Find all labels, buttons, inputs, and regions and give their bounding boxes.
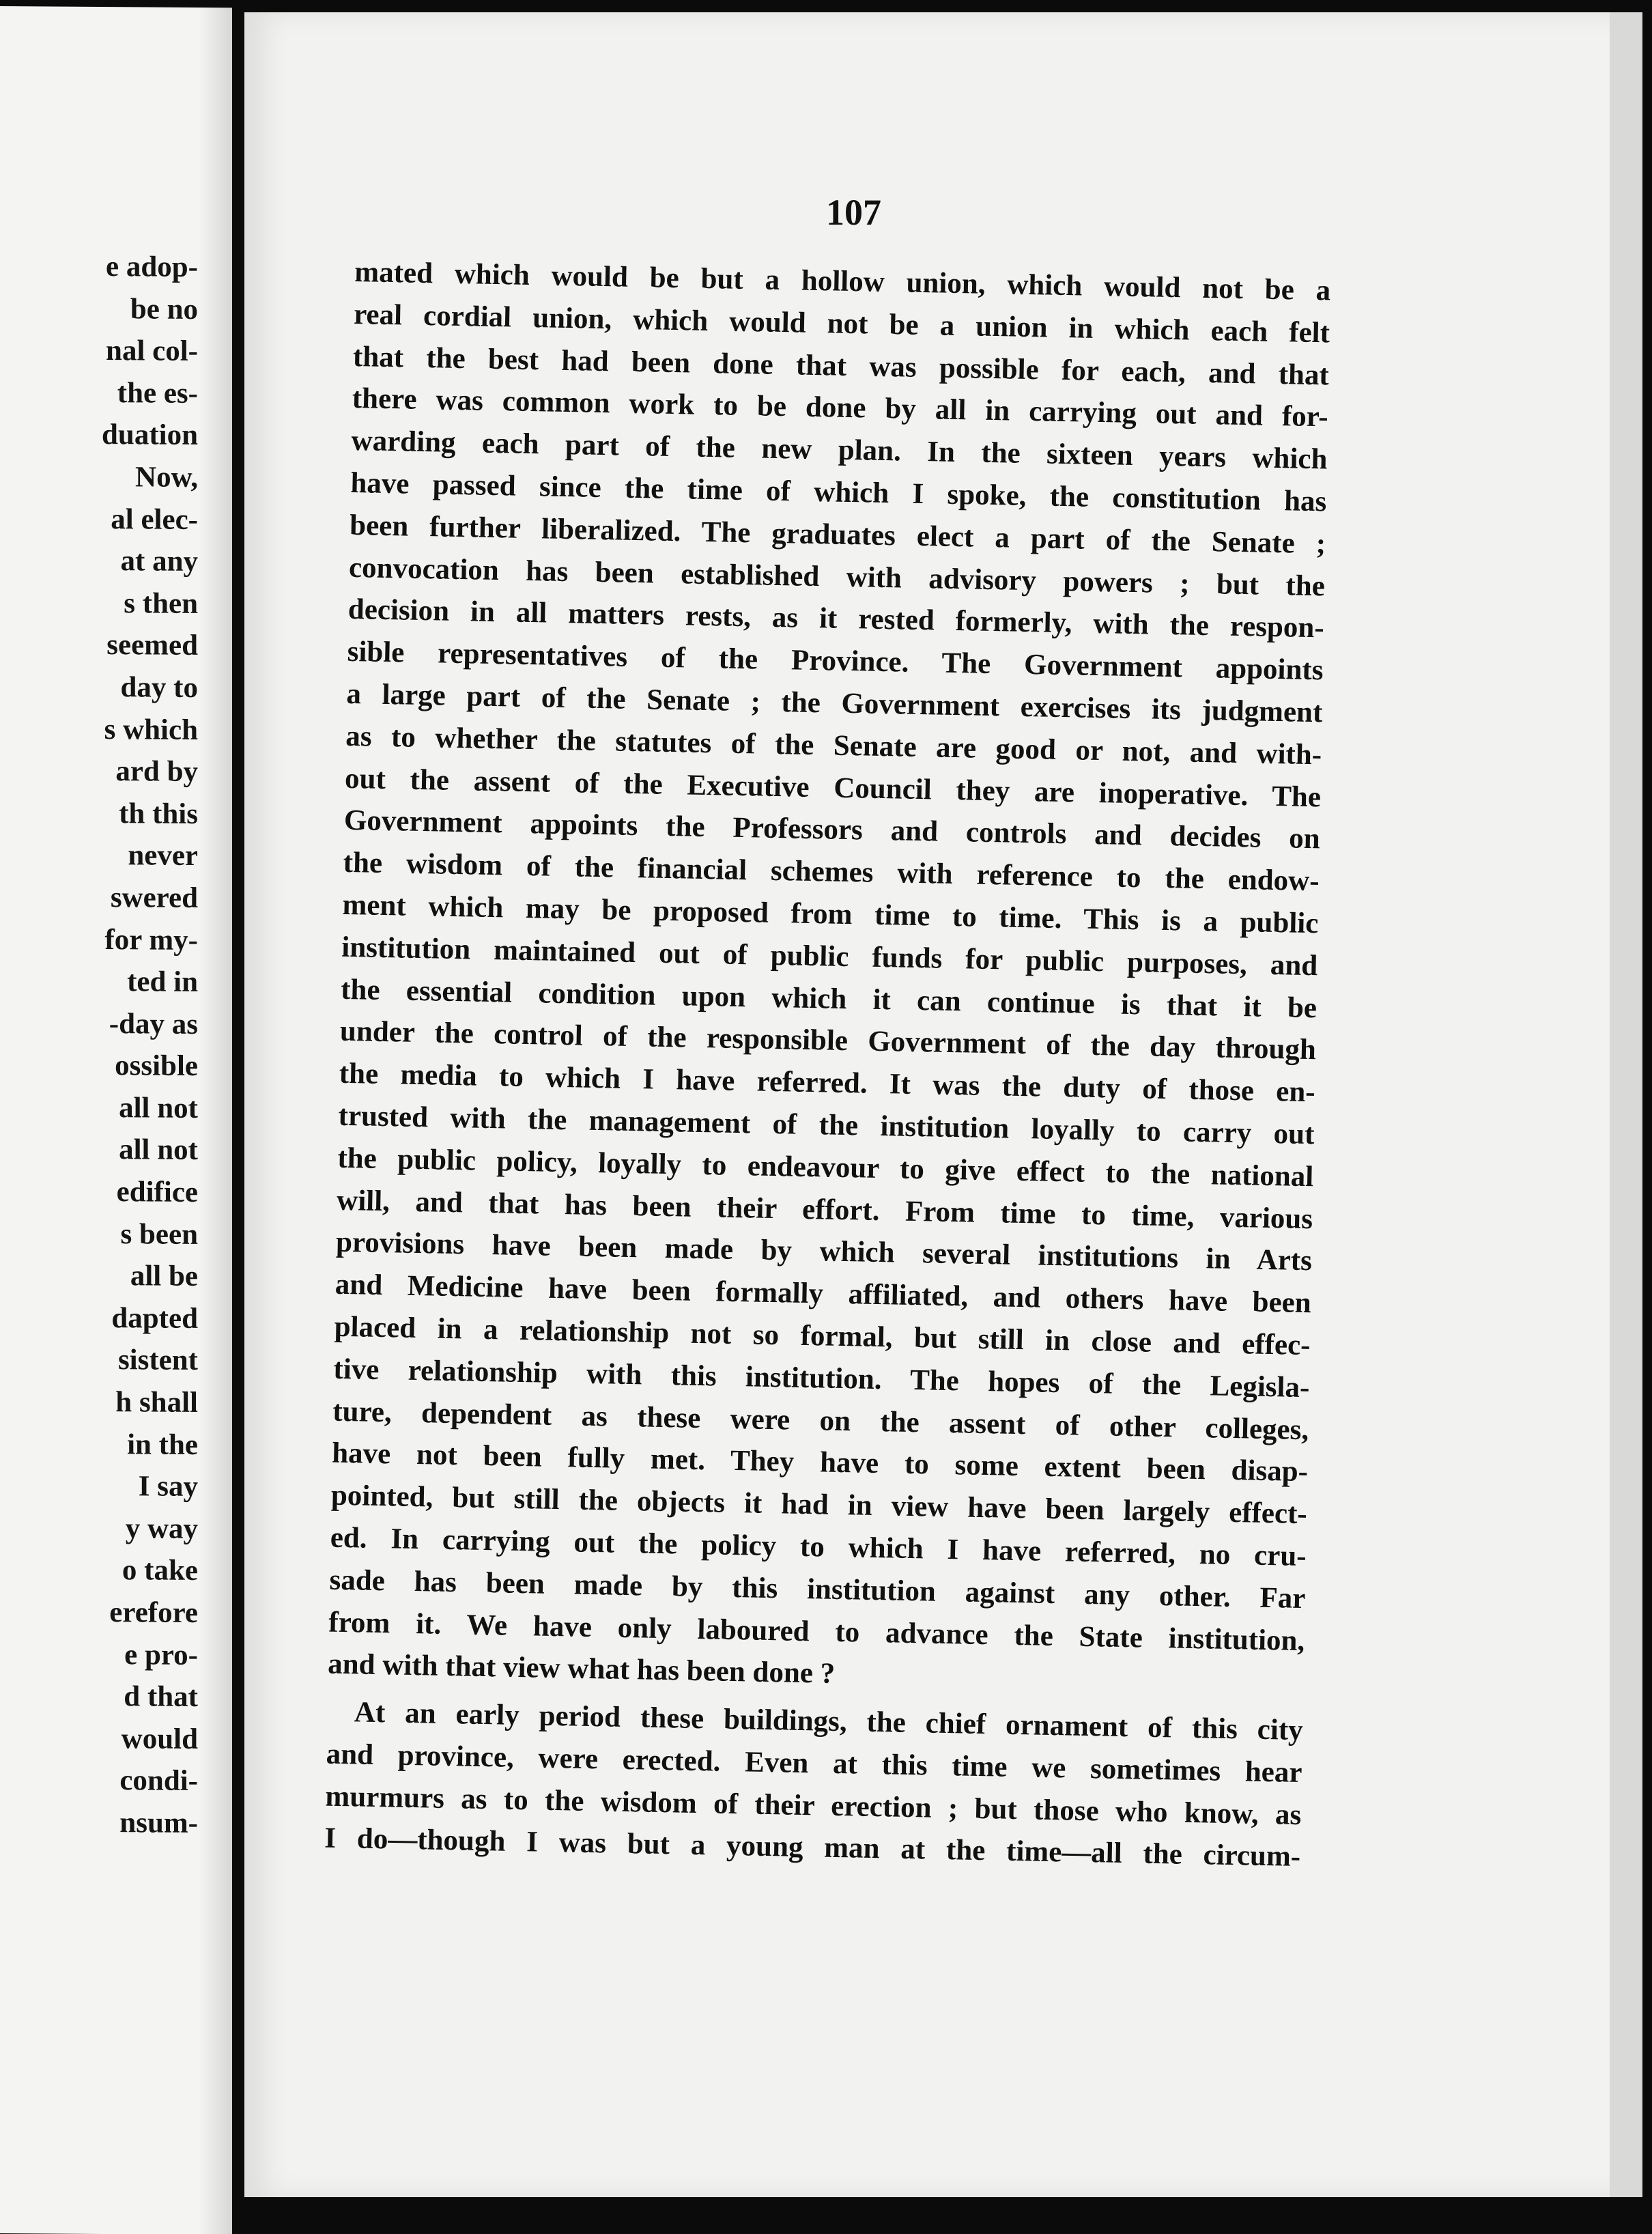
left-page-line: nal col- [106,335,198,368]
text-line: a large part of the Senate ; the Government exercises its judgment [346,677,1323,729]
text-line: murmurs as to the wisdom of their erection ; but those who know, as [325,1780,1302,1831]
text-line: will, and that has been their effort. From time to time, various [336,1184,1313,1235]
text-line: At an early period these buildings, the chief ornament of this city [354,1696,1304,1747]
left-page-line: for my- [104,923,198,957]
left-page-line: ted in [127,965,198,999]
left-page-line: be no [130,292,198,326]
text-line: pointed, but still the objects it had in view have been largely effect- [330,1479,1308,1531]
left-page-line: edifice [116,1176,198,1209]
gutter-shadow [198,8,232,2234]
left-page-line: sistent [117,1344,198,1377]
text-line: convocation has been established with advisory powers ; but the [348,551,1326,602]
left-page-line: would [121,1722,198,1755]
text-line: have not been fully met. They have to some extent been disap- [331,1437,1309,1488]
left-page-line: y way [125,1512,198,1545]
left-page-line: swered [110,881,198,914]
left-page-line: e pro- [124,1638,198,1671]
left-page-line: all not [119,1133,198,1167]
left-page-line: s then [124,586,198,620]
left-page-text-fragments [0,245,198,1845]
left-page-line: e adop- [106,251,198,283]
text-line: and Medicine have been formally affiliated, and others have been [334,1268,1312,1320]
text-line: the essential condition upon which it can continue is that it be [340,973,1318,1024]
left-page-line: the es- [117,376,198,410]
text-line: been further liberalized. The graduates elect a part of the Senate ; [349,509,1326,561]
text-line: warding each part of the new plan. In the sixteen years which [351,425,1328,476]
left-facing-page [0,6,232,2234]
text-line: sade has been made by this institution against any other. Far [329,1564,1306,1615]
left-page-line: all be [130,1260,198,1293]
left-page-line: Now, [135,461,198,494]
text-line: as to whether the statutes of the Senate are good or not, and with- [345,720,1322,772]
left-page-line: o take [122,1554,198,1587]
text-line: I do—though I was but a young man at the time—all the circum- [324,1822,1301,1874]
text-line: the public policy, loyally to endeavour to give effect to the national [337,1142,1314,1193]
page-number: 107 [826,192,881,233]
text-line: tive relationship with this institution. The hopes of the Legisla- [333,1353,1310,1404]
left-page-line: in the [127,1428,198,1461]
text-line: mated which would be but a hollow union, which would not be a [354,255,1331,307]
text-line: under the control of the responsible Government of the day through [339,1015,1317,1066]
left-page-line: condi- [119,1764,198,1798]
page-edge [1610,12,1642,2197]
left-page-line: -day as [109,1007,198,1041]
text-line: decision in all matters rests, as it rested formerly, with the respon- [347,593,1325,645]
left-page-line: duation [101,419,198,452]
left-page-line: day to [120,671,198,704]
text-line: out the assent of the Executive Council they are inoperative. The [344,762,1322,813]
left-page-line: s which [104,713,198,746]
text-line: ment which may be proposed from time to time. This is a public [342,888,1319,940]
left-page-line: seemed [106,629,198,662]
left-page-line: dapted [111,1301,198,1335]
left-page-line: nsum- [119,1807,198,1839]
text-line: the media to which I have referred. It was the duty of those en- [339,1057,1316,1109]
left-page-line: erefore [109,1596,198,1629]
text-line: there was common work to be done by all in carrying out and for- [352,382,1329,434]
left-page-line: s been [120,1217,198,1251]
text-line: placed in a relationship not so formal, but still in close and effec- [334,1310,1311,1362]
text-line: trusted with the management of the institution loyally to carry out [338,1099,1315,1151]
text-line: ture, dependent as these were on the assent of other colleges, [332,1395,1309,1446]
text-line: sible representatives of the Province. The Government appoints [347,636,1324,687]
text-line: institution maintained out of public funds for public purposes, and [341,931,1318,982]
text-line: real cordial union, which would not be a union in which each felt [353,298,1330,350]
text-line: Government appoints the Professors and controls and decides on [343,804,1321,856]
left-page-line: ard by [115,755,198,789]
text-line: from it. We have only laboured to advance the State institution, [328,1606,1305,1657]
left-page-line: all not [119,1092,198,1125]
left-page-line: h shall [115,1386,198,1419]
text-line: have passed since the time of which I spoke, the constitution has [350,466,1327,518]
text-line: that the best had been done that was possible for each, and that [352,340,1330,392]
text-line: provisions have been made by which several institutions in Arts [335,1226,1313,1277]
text-line: the wisdom of the financial schemes with reference to the endow- [343,846,1320,898]
left-page-line: I say [138,1470,198,1503]
left-page-line: ossible [115,1049,198,1083]
text-line: ed. In carrying out the policy to which I have referred, no cru- [330,1521,1307,1573]
left-page-line: al elec- [111,503,198,536]
left-page-line: at any [120,545,198,578]
text-line: and with that view what has been done ? [327,1648,836,1691]
body-text [324,251,1331,1878]
text-line: and province, were erected. Even at this time we sometimes hear [326,1738,1302,1789]
left-page-line: th this [119,797,198,830]
left-page-line: d that [124,1680,198,1714]
left-page-line: never [128,839,198,873]
